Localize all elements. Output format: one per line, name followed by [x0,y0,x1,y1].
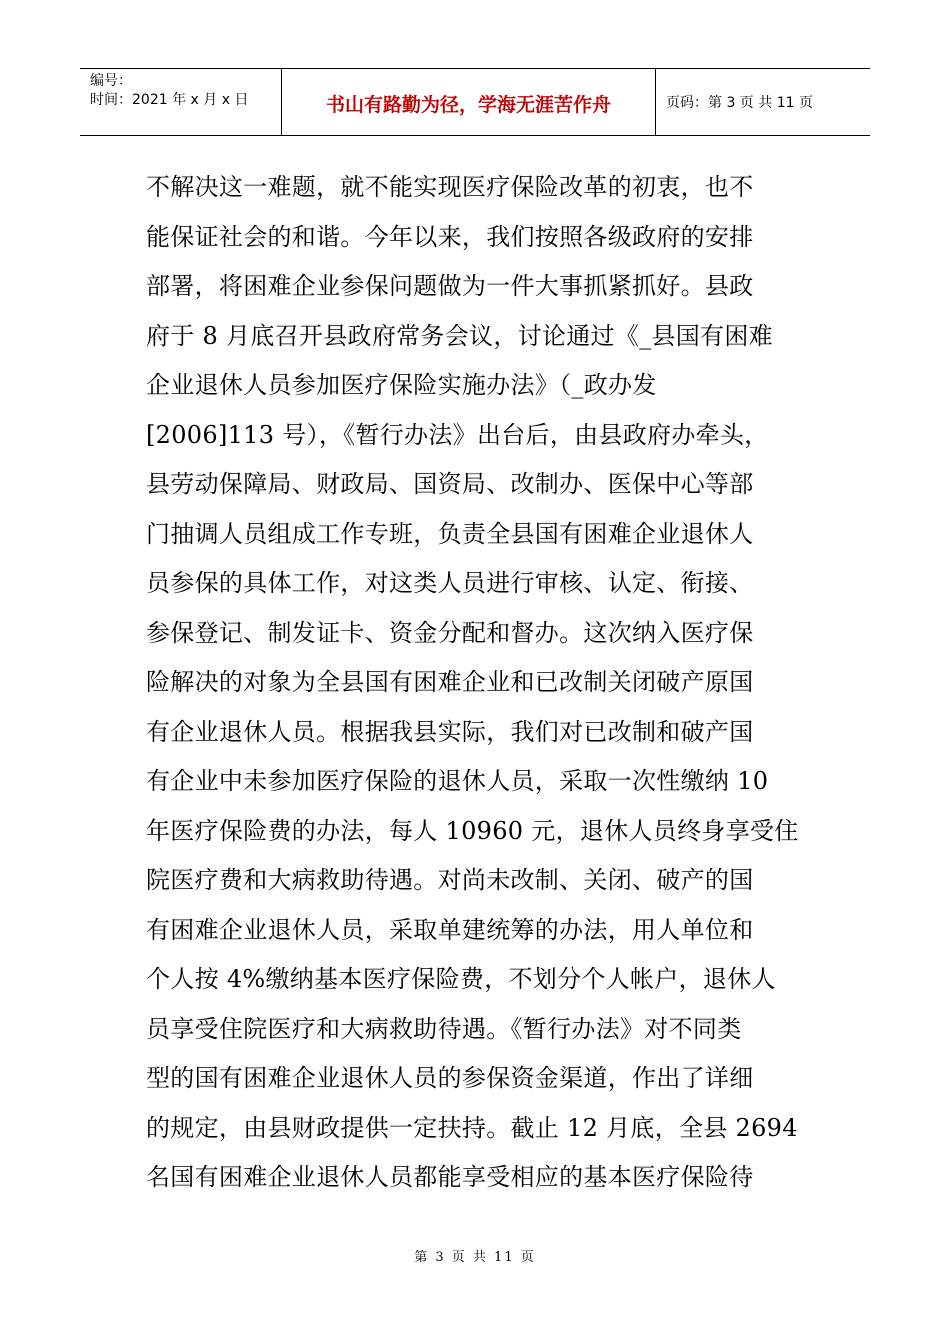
body-line: 有企业退休人员。根据我县实际，我们对已改制和破产国 [146,717,754,746]
document-time-label: 时间：2021 年 x 月 x 日 [90,92,249,108]
page-footer [0,1246,950,1265]
body-line: 有困难企业退休人员，采取单建统筹的办法，用人单位和 [146,915,754,944]
body-line: 府于 8 月底召开县政府常务会议，讨论通过《_县国有困难 [146,321,773,350]
body-line: 个人按 4%缴纳基本医疗保险费，不划分个人帐户，退休人 [146,965,776,993]
body-line: 参保登记、制发证卡、资金分配和督办。这次纳入医疗保 [146,618,754,647]
body-line: 员享受住院医疗和大病救助待遇。《暂行办法》对不同类 [146,1014,742,1043]
body-line: 的规定，由县财政提供一定扶持。截止 12 月底，全县 2694 [146,1113,798,1142]
body-line: 企业退休人员参加医疗保险实施办法》（_政办发 [146,371,657,399]
header-motto: 书山有路勤为径，学海无涯苦作舟 [325,93,611,116]
body-line: 部署，将困难企业参保问题做为一件大事抓紧抓好。县政 [146,272,754,300]
header-meta-cell [80,69,282,135]
body-line: 县劳动保障局、财政局、国资局、改制办、医保中心等部 [146,470,754,498]
document-body [146,163,816,1203]
body-line: 不解决这一难题，就不能实现医疗保险改革的初衷，也不 [146,173,754,201]
document-number-label: 编号： [90,73,132,89]
footer-page-number: 第 3 页 共 11 页 [414,1250,536,1265]
body-line: 院医疗费和大病救助待遇。对尚未改制、关闭、破产的国 [146,866,754,894]
body-line: 型的国有困难企业退休人员的参保资金渠道，作出了详细 [146,1064,754,1092]
body-line: 员参保的具体工作，对这类人员进行审核、认定、衔接、 [146,569,754,597]
body-line: 年医疗保险费的办法，每人 10960 元，退休人员终身享受住 [146,816,799,845]
header-page-cell [656,69,870,135]
body-line: 名国有困难企业退休人员都能享受相应的基本医疗保险待 [146,1163,754,1191]
body-line: 门抽调人员组成工作专班，负责全县国有困难企业退休人 [146,519,754,548]
body-line: 有企业中未参加医疗保险的退休人员，采取一次性缴纳 10 [146,767,769,795]
body-line: [2006]113 号），《暂行办法》出台后，由县政府办牵头， [146,420,769,449]
header-motto-cell [282,69,656,135]
page-header-table [80,68,870,136]
header-page-info: 页码：第 3 页 共 11 页 [666,95,813,111]
body-line: 能保证社会的和谐。今年以来，我们按照各级政府的安排 [146,222,754,251]
body-line: 险解决的对象为全县国有困难企业和已改制关闭破产原国 [146,668,754,696]
